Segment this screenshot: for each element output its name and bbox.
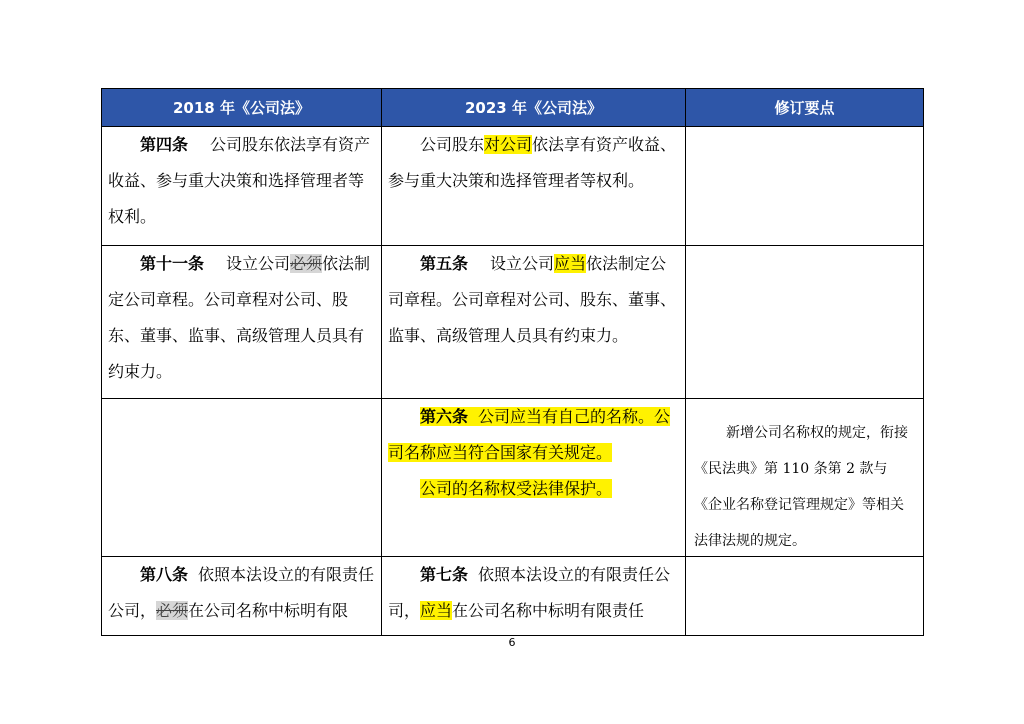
highlighted-change: 应当 bbox=[554, 254, 587, 273]
table-row bbox=[102, 127, 924, 246]
article-text: 依照本法设立的有限责任公司， bbox=[388, 565, 671, 620]
article-text: 依法享有资产收益、参与重大决策和选择管理者等权利。 bbox=[388, 135, 677, 190]
article-text: 在公司名称中标明有限责任 bbox=[452, 601, 645, 620]
highlighted-change: 对公司 bbox=[484, 135, 533, 154]
table-header-row bbox=[102, 89, 924, 127]
highlighted-change: 公司应当有自己的名称。公司名称应当符合国家有关规定。 bbox=[388, 407, 671, 462]
revision-note: 新增公司名称权的规定，衔接《民法典》第 110 条第 2 款与《企业名称登记管理规定》等相关法律法规的规定。 bbox=[694, 425, 908, 549]
article-text: 依照本法设立的有限责任公司， bbox=[108, 565, 375, 620]
revision-note bbox=[686, 127, 923, 245]
revision-note bbox=[686, 557, 923, 635]
deleted-text: 必须 bbox=[290, 254, 323, 273]
highlighted-change: 公司的名称权受法律保护。 bbox=[420, 479, 613, 498]
comparison-table bbox=[101, 88, 924, 636]
cell-2023 bbox=[382, 246, 686, 399]
cell-2018 bbox=[102, 557, 382, 636]
cell-2018 bbox=[102, 246, 382, 399]
revision-note bbox=[686, 246, 923, 398]
article-text: 依法制定公司章程。公司章程对公司、股东、董事、监事、高级管理人员具有约束力。 bbox=[388, 254, 677, 345]
article-number: 第十一条 bbox=[140, 254, 205, 273]
page-number: 6 bbox=[508, 636, 516, 649]
cell-note bbox=[686, 557, 924, 636]
cell-note bbox=[686, 399, 924, 557]
article-text: 设立公司 bbox=[226, 254, 291, 273]
cell-2018 bbox=[102, 127, 382, 246]
article-text: 公司股东依法享有资产收益、参与重大决策和选择管理者等权利。 bbox=[108, 135, 371, 226]
deleted-text: 必须 bbox=[156, 601, 189, 620]
table-row bbox=[102, 399, 924, 557]
article-number: 第六条 bbox=[420, 407, 469, 426]
cell-note bbox=[686, 246, 924, 399]
cell-2023 bbox=[382, 399, 686, 557]
article-number: 第八条 bbox=[140, 565, 189, 584]
article-text: 公司股东 bbox=[420, 135, 485, 154]
highlighted-change: 应当 bbox=[420, 601, 453, 620]
cell-2023 bbox=[382, 557, 686, 636]
article-text: 设立公司 bbox=[490, 254, 555, 273]
header-revision-points: 修订要点 bbox=[686, 89, 924, 127]
article-text: 在公司名称中标明有限 bbox=[188, 601, 349, 620]
cell-note bbox=[686, 127, 924, 246]
header-2018: 2018 年《公司法》 bbox=[102, 89, 382, 127]
article-number: 第五条 bbox=[420, 254, 469, 273]
table-row bbox=[102, 557, 924, 636]
article-number: 第七条 bbox=[420, 565, 469, 584]
table-row bbox=[102, 246, 924, 399]
header-2023: 2023 年《公司法》 bbox=[382, 89, 686, 127]
article-number: 第四条 bbox=[140, 135, 189, 154]
cell-2018 bbox=[102, 399, 382, 557]
cell-2023 bbox=[382, 127, 686, 246]
article-text: 依法制定公司章程。公司章程对公司、股东、董事、监事、高级管理人员具有约束力。 bbox=[108, 254, 371, 381]
